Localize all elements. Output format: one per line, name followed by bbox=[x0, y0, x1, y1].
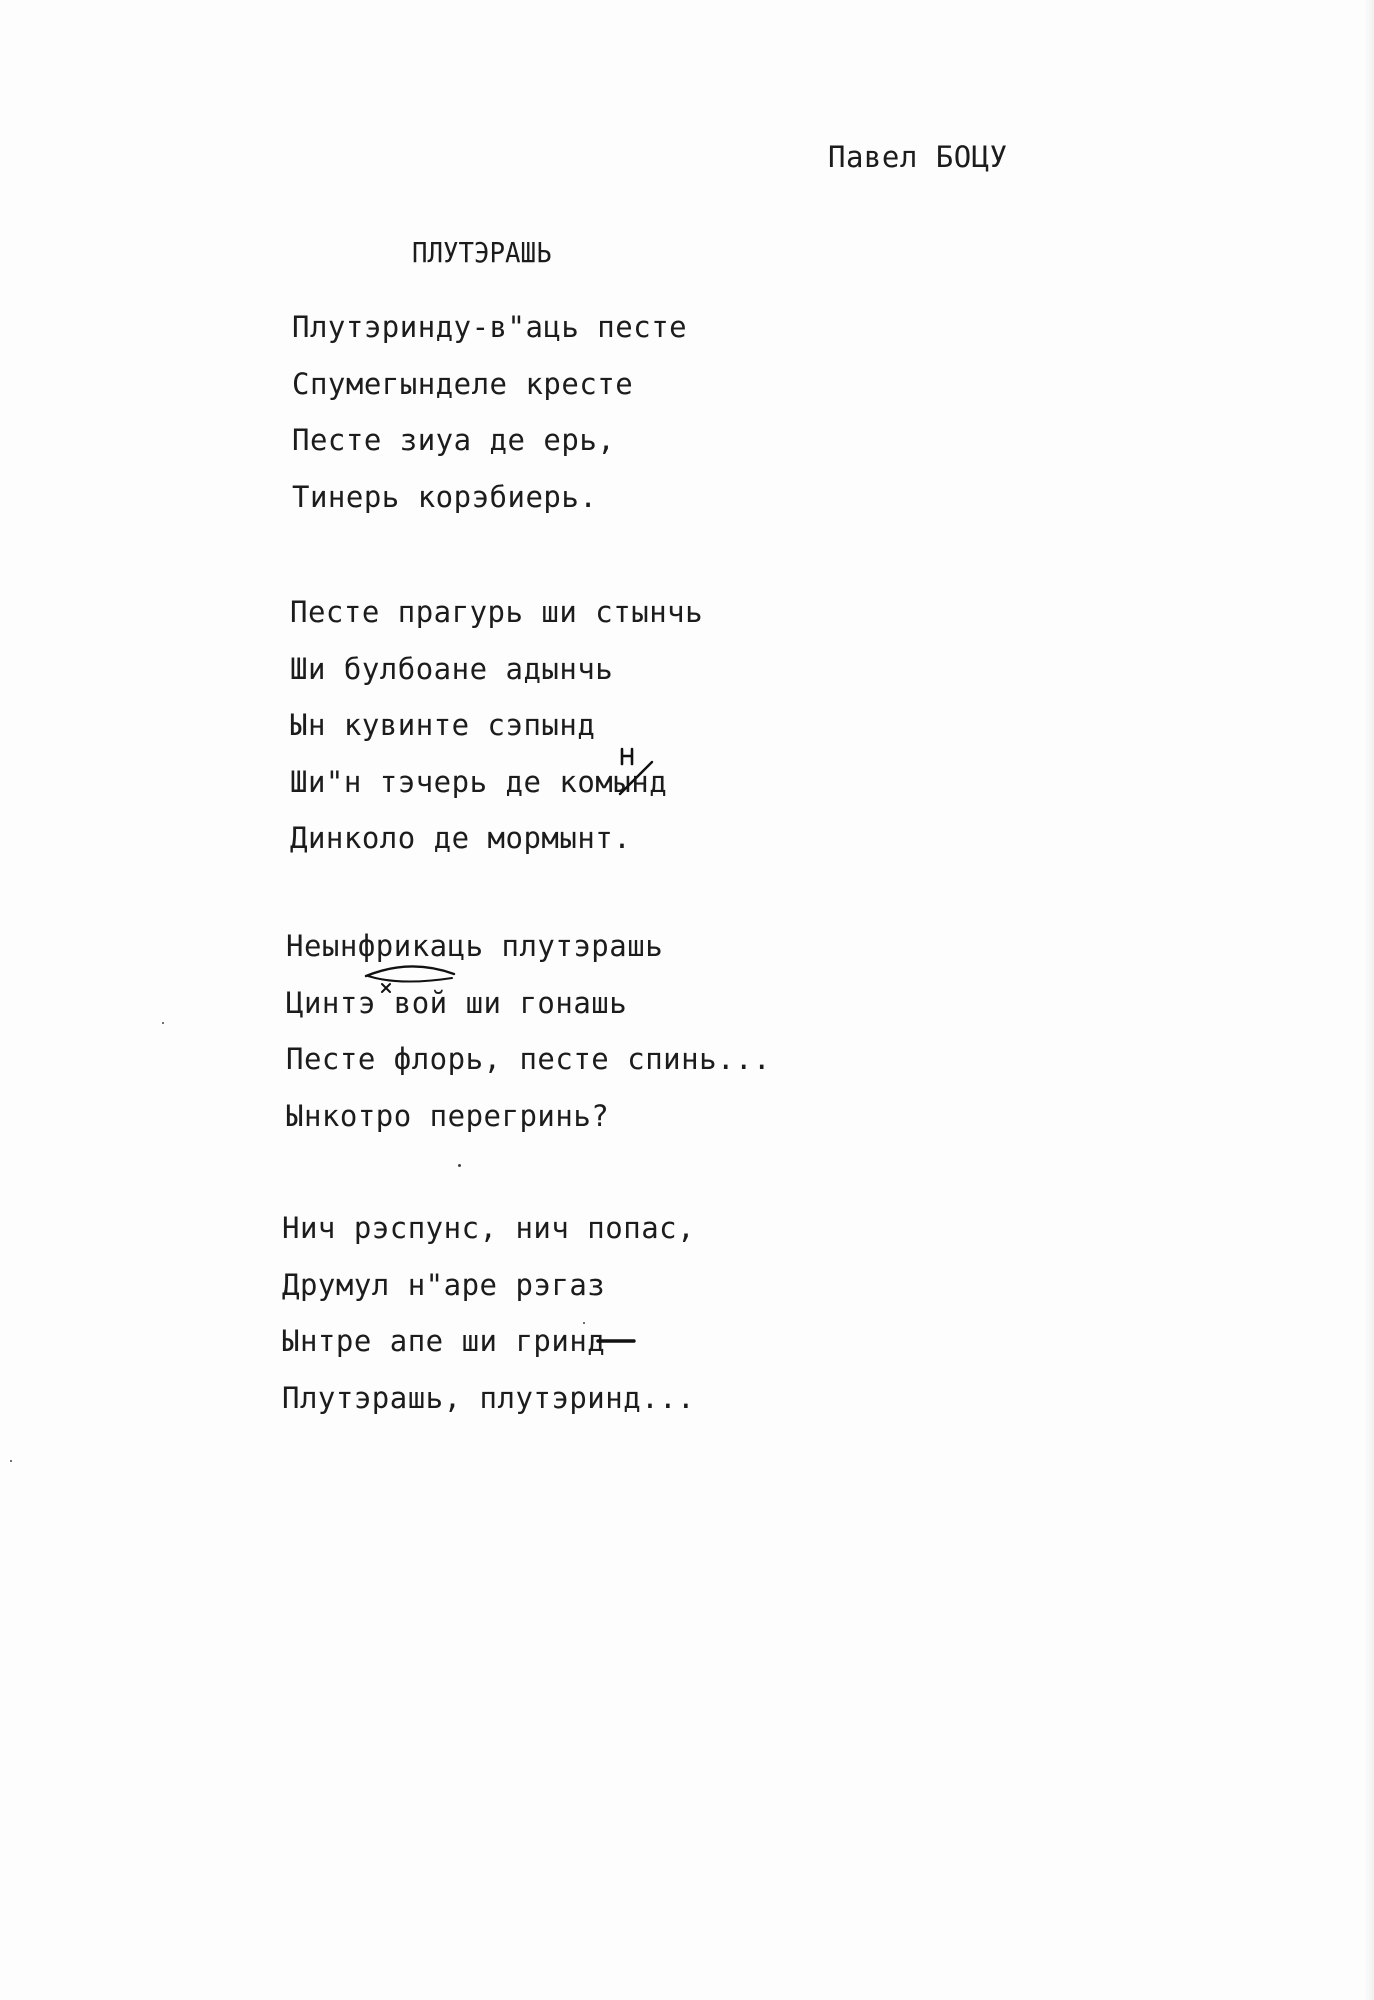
author-name: Павел БОЦУ bbox=[828, 140, 1008, 174]
paper-speck bbox=[458, 1164, 461, 1167]
poem-line: Цинтэ вой ши гонашь bbox=[286, 985, 628, 1020]
paper-speck bbox=[10, 1460, 12, 1462]
poem-line: Неынфрикаць плутэрашь bbox=[286, 929, 664, 963]
poem-line: Тинерь корэбиерь. bbox=[292, 479, 598, 514]
poem-title: ПЛУТЭРАШЬ bbox=[412, 236, 552, 269]
poem-line: Динколо де мормынт. bbox=[290, 821, 632, 855]
poem-line: Нич рэспунс, нич попас, bbox=[282, 1211, 696, 1245]
paper-speck bbox=[583, 1322, 585, 1324]
poem-line: Друмул н"аре рэгаз bbox=[282, 1267, 606, 1302]
paper-speck bbox=[162, 1022, 164, 1024]
poem-line: Ынтре апе ши гринд bbox=[282, 1324, 606, 1358]
poem-line: Песте флорь, песте спинь... bbox=[286, 1042, 771, 1076]
page-edge-shadow bbox=[1364, 0, 1374, 2000]
stanza-1 bbox=[292, 299, 687, 525]
poem-line: Ын кувинте сэпынд bbox=[290, 708, 596, 742]
poem-line: Спумегынделе кресте bbox=[292, 366, 634, 401]
poem-line: Ынкотро перегринь? bbox=[286, 1098, 610, 1133]
stanza-3 bbox=[286, 918, 771, 1144]
poem-line: Плутэринду-в"аць песте bbox=[292, 310, 688, 344]
poem-line: Ши"н тэчерь де комынд bbox=[290, 764, 668, 799]
poem-line: Ши булбоане адынчь bbox=[290, 651, 614, 686]
stanza-4 bbox=[282, 1200, 695, 1426]
poem-line: Плутэрашь, плутэринд... bbox=[282, 1380, 696, 1415]
poem-line: Песте зиуа де ерь, bbox=[292, 423, 616, 457]
poem-line: Песте прагурь ши стынчь bbox=[290, 595, 704, 629]
stanza-2 bbox=[290, 584, 703, 867]
